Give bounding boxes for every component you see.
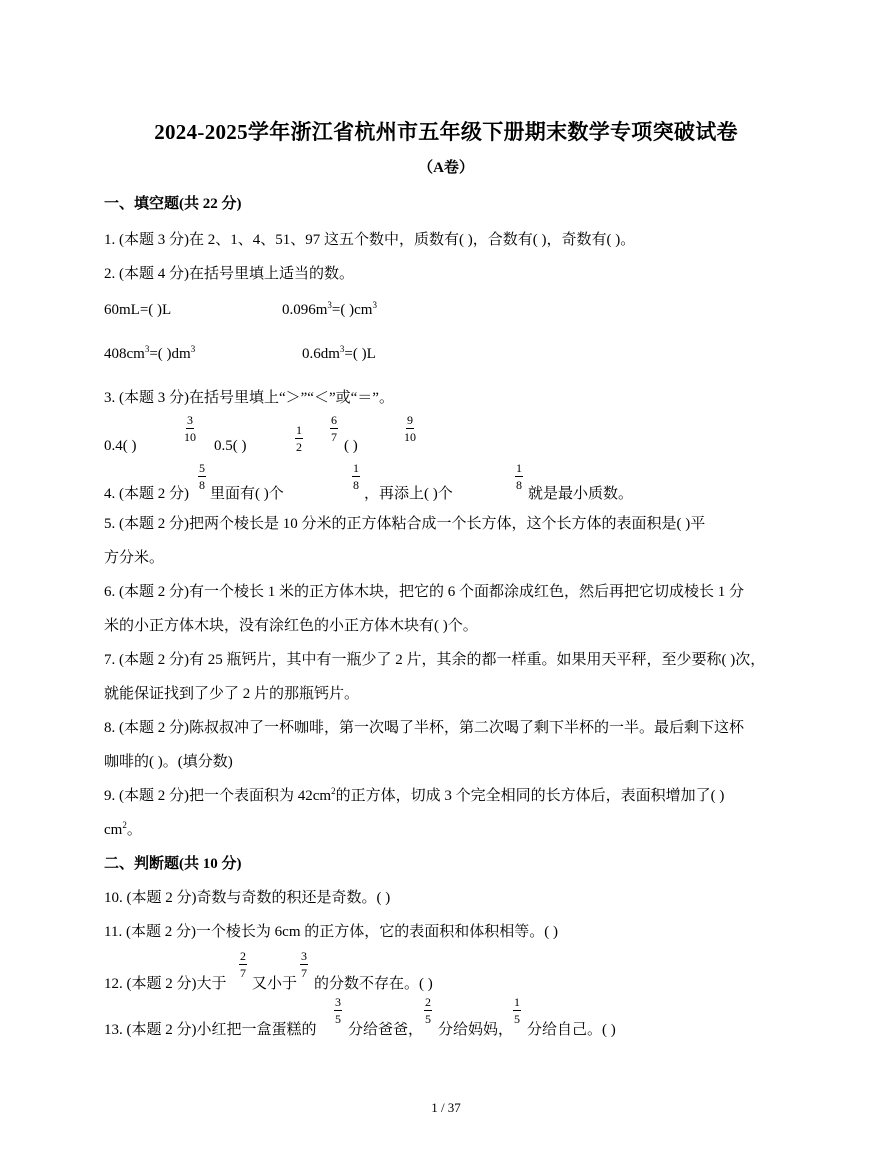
section-fill-heading: 一、填空题(共 22 分) [104,196,242,212]
q3-fraction-3-10: $\frac{3}{10}$ [184,413,196,444]
question-8-line-2: 咖啡的( )。(填分数) [104,754,233,770]
q3-item-a: 0.4( ) [104,438,137,454]
q4-fraction-1-8-b: $\frac{1}{8}$ [516,461,522,492]
question-2: 2. (本题 4 分)在括号里填上适当的数。 [104,266,354,282]
question-4-part1: 里面有( )个 [210,486,284,502]
q12-fraction-2-7: $\frac{2}{7}$ [240,949,246,980]
q4-fraction-5-8: $\frac{5}{8}$ [199,461,205,492]
q4-fraction-1-8-a: $\frac{1}{8}$ [353,461,359,492]
question-10: 10. (本题 2 分)奇数与奇数的积还是奇数。( ) [104,890,391,906]
page-title: 2024-2025学年浙江省杭州市五年级下册期末数学专项突破试卷 [154,120,738,144]
question-4-part3: 就是最小质数。 [528,486,634,502]
page-subtitle: （A卷） [418,160,474,176]
q2-item-a: 60mL=( )L [104,302,172,318]
q2-item-b: $0.096m^3=$( )$cm^3$ [282,300,377,318]
question-3: 3. (本题 3 分)在括号里填上“＞”“＜”或“＝”。 [104,390,394,406]
question-6-line-1: 6. (本题 2 分)有一个棱长 1 米的正方体木块，把它的 6 个面都涂成红色，然后再把它切成棱长 1 分 [104,584,744,600]
q3-fraction-9-10: $\frac{9}{10}$ [404,413,416,444]
question-12-mid: 又小于 [252,976,298,992]
q13-fraction-1-5: $\frac{1}{5}$ [514,995,520,1026]
question-13-part3: 分给自己。( ) [527,1022,616,1038]
question-5-line-2: 方分米。 [104,550,165,566]
question-1: 1. (本题 3 分)在 2、1、4、51、97 这五个数中，质数有( )，合数有( )，奇数有( )。 [104,232,636,248]
question-13-part2: 分给妈妈， [438,1022,514,1038]
question-12-end: 的分数不存在。( ) [314,976,433,992]
q3-fraction-1-2: $\frac{1}{2}$ [296,423,302,454]
question-5-line-1: 5. (本题 2 分)把两个棱长是 10 分米的正方体粘合成一个长方体，这个长方体的表面积是( )平 [104,516,706,532]
question-4-part2: ，再添上( )个 [364,486,453,502]
q12-fraction-3-7: $\frac{3}{7}$ [301,949,307,980]
q13-fraction-2-5: $\frac{2}{5}$ [425,995,431,1026]
question-9-line-1: 9. (本题 2 分)把一个表面积为 $42cm^2$的正方体，切成 3 个完全相同的长方体后，表面积增加了( ) [104,786,725,804]
q3-item-b: 0.5( ) [214,438,247,454]
question-11: 11. (本题 2 分)一个棱长为 6cm 的正方体，它的表面积和体积相等。( ) [104,924,559,940]
q3-item-c: ( ) [344,438,358,454]
question-13-part1: 分给爸爸， [348,1022,424,1038]
page-number: 1 / 37 [431,1100,461,1115]
question-7-line-1: 7. (本题 2 分)有 25 瓶钙片，其中有一瓶少了 2 片，其余的都一样重。如果用天平秤，至少要称( )次， [104,652,766,668]
question-4-prefix: 4. (本题 2 分) [104,486,189,502]
section-judge-heading: 二、判断题(共 10 分) [104,856,242,872]
question-9-line-2: $cm^2$。 [104,820,142,838]
q13-fraction-3-5: $\frac{3}{5}$ [335,995,341,1026]
question-6-line-2: 米的小正方体木块，没有涂红色的小正方体木块有( )个。 [104,618,478,634]
question-13-prefix: 13. (本题 2 分)小红把一盒蛋糕的 [104,1022,317,1038]
question-8-line-1: 8. (本题 2 分)陈叔叔冲了一杯咖啡，第一次喝了半杯，第二次喝了剩下半杯的一半。最后剩下这杯 [104,720,744,736]
q2-item-c: $408cm^3=$( )$dm^3$ [104,344,196,362]
question-7-line-2: 就能保证找到了少了 2 片的那瓶钙片。 [104,686,360,702]
q3-fraction-6-7: $\frac{6}{7}$ [331,413,337,444]
question-12-prefix: 12. (本题 2 分)大于 [104,976,227,992]
q2-item-d: $0.6dm^3=$( )L [302,344,376,362]
